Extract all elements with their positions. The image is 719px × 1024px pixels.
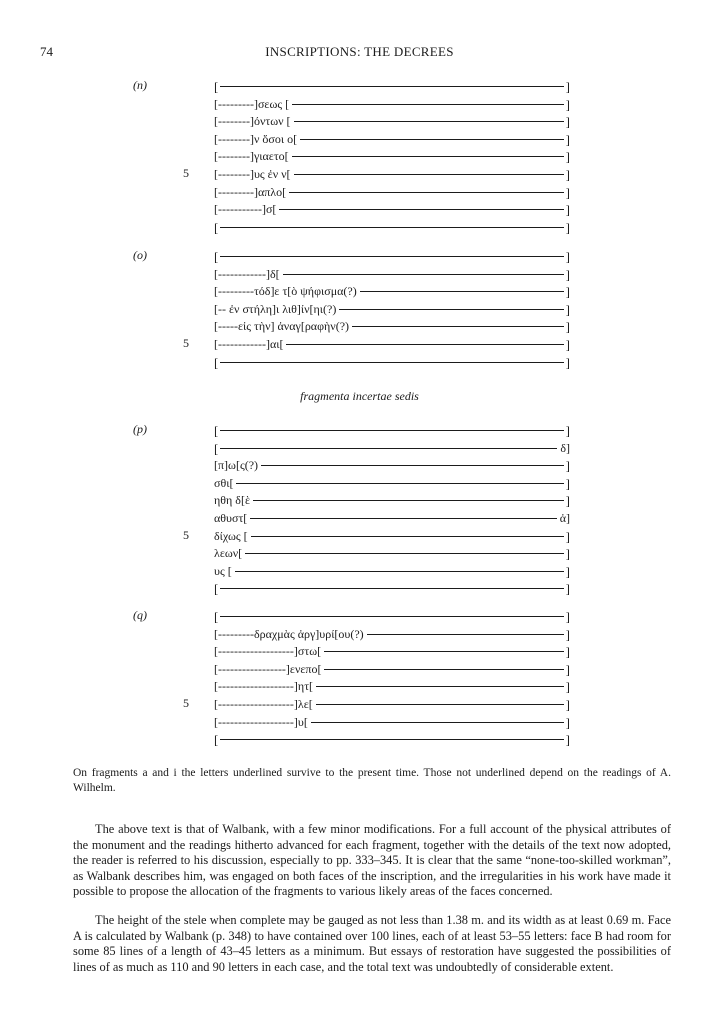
close-bracket: ] (565, 458, 570, 474)
close-bracket: ] (565, 319, 570, 335)
inscription-text: [-- ἐν στήλη]ι λιθ]ίν[ηι(?) (214, 301, 337, 316)
close-bracket: ] (565, 679, 570, 695)
inscription-text: [-------------------]υ[ (214, 714, 308, 729)
inscription-line (214, 643, 570, 660)
inscription-text: [-----------------]ενεπο[ (214, 661, 322, 676)
lacuna-line (311, 722, 564, 723)
close-bracket: ] (565, 131, 570, 147)
close-bracket: ] (565, 219, 570, 235)
inscription-line (214, 457, 570, 474)
lacuna-line (292, 156, 564, 157)
lacuna-line (220, 588, 564, 589)
inscription-text: λεων[ (214, 546, 243, 561)
close-bracket: ] (565, 266, 570, 282)
inscription-text: [--------]όντων [ (214, 114, 291, 129)
inscription-text: [-------------------]στω[ (214, 644, 322, 659)
line-number: 5 (183, 696, 189, 710)
inscription-line (214, 131, 570, 148)
inscription-line (214, 678, 570, 695)
inscription-line (214, 301, 570, 318)
close-bracket: ] (565, 354, 570, 370)
close-bracket: ] (565, 493, 570, 509)
fragment-label: (n) (133, 78, 147, 92)
inscription-text: ηθη δ[ὲ (214, 493, 250, 508)
inscription-text: [-----------]σ[ (214, 202, 277, 217)
inscription-line (214, 626, 570, 643)
close-bracket: ] (565, 202, 570, 218)
inscription-text: [-------------------]λε[ (214, 697, 313, 711)
lacuna-line (220, 448, 557, 449)
inscription-line (214, 580, 570, 597)
close-bracket: ] (565, 184, 570, 200)
lacuna-line (316, 686, 564, 687)
lacuna-line (220, 86, 564, 87)
inscription-line (214, 248, 570, 265)
lacuna-line (236, 483, 564, 484)
lacuna-line (283, 274, 564, 275)
inscription-line (214, 731, 570, 748)
inscription-line (214, 696, 570, 713)
lacuna-line (250, 518, 557, 519)
running-title: INSCRIPTIONS: THE DECREES (265, 44, 454, 59)
close-bracket: ] (565, 528, 570, 544)
inscription-text: δίχως [ (214, 528, 248, 543)
inscription-line (214, 422, 570, 439)
inscription-line (214, 201, 570, 218)
inscription-text: [---------]απλο[ (214, 184, 287, 199)
footnote: On fragments a and i the letters underlined survive to the present time. Those not underlined depend on the readings of A. Wilhelm. (73, 767, 671, 794)
inscription-tail-text: ἀ] (559, 511, 570, 525)
lacuna-line (220, 430, 564, 431)
inscription-text: σθι[ (214, 475, 234, 490)
body-paragraph-2: The height of the stele when complete may be gauged as not less than 1.38 m. and its width as at least 0.69 m. Face A is calculated by Walbank (p. 348) to have contained over 100 lines, each of at least 53–55 letters: face B had room for some 85 lines of a length of 43–45 letters as a minimum. But essays of restoration have suggested the possibilities of lines of as much as 110 and 90 letters in each case, and the total text was undoubtedly of considerable extent. (73, 913, 671, 974)
fragment-label: (o) (133, 248, 147, 262)
inscription-text: υς [ (214, 563, 232, 578)
inscription-line (214, 96, 570, 113)
close-bracket: ] (565, 644, 570, 660)
open-bracket: [ (214, 581, 219, 597)
inscription-line (214, 608, 570, 625)
inscription-text: [-----εἰς τὴν] ἀναγ[ραφὴν(?) (214, 319, 350, 334)
inscription-line (214, 148, 570, 165)
open-bracket: [ (214, 609, 219, 624)
close-bracket: ] (565, 697, 570, 712)
inscription-line (214, 166, 570, 183)
lacuna-line (220, 256, 564, 257)
close-bracket: ] (565, 423, 570, 438)
close-bracket: ] (565, 301, 570, 317)
line-number: 5 (183, 527, 189, 542)
open-bracket: [ (214, 219, 219, 235)
lacuna-line (294, 174, 564, 175)
close-bracket: ] (565, 149, 570, 165)
inscription-line (214, 563, 570, 580)
inscription-text: [---------]σεως [ (214, 96, 290, 111)
inscription-line (214, 336, 570, 353)
lacuna-line (352, 326, 564, 327)
section-caption: fragmenta incertae sedis (300, 389, 419, 403)
inscription-text: [---------δραχμὰς ἀργ]υρί[ου(?) (214, 626, 364, 641)
inscription-text: αθυστ[ (214, 511, 248, 525)
lacuna-line (245, 553, 564, 554)
inscription-line (214, 113, 570, 130)
lacuna-line (294, 121, 564, 122)
page-number: 74 (40, 44, 53, 59)
close-bracket: ] (565, 714, 570, 730)
lacuna-line (253, 500, 564, 501)
inscription-line (214, 492, 570, 509)
lacuna-line (289, 192, 564, 193)
lacuna-line (367, 634, 564, 635)
lacuna-line (220, 362, 564, 363)
close-bracket: ] (565, 563, 570, 579)
inscription-line (214, 354, 570, 371)
inscription-line (214, 184, 570, 201)
inscription-line (214, 714, 570, 731)
close-bracket: ] (565, 626, 570, 642)
lacuna-line (220, 739, 564, 740)
open-bracket: [ (214, 440, 219, 456)
line-number: 5 (183, 336, 189, 350)
lacuna-line (292, 104, 564, 105)
inscription-line (214, 78, 570, 95)
lacuna-line (286, 344, 564, 345)
inscription-line (214, 545, 570, 562)
inscription-line (214, 266, 570, 283)
inscription-text: [--------]ν ὅσοι ο[ (214, 131, 298, 146)
lacuna-line (279, 209, 564, 210)
lacuna-line (235, 571, 564, 572)
close-bracket: ] (565, 661, 570, 677)
close-bracket: ] (565, 581, 570, 597)
inscription-tail-text: δ] (560, 440, 570, 455)
fragment-label: (p) (133, 422, 147, 436)
close-bracket: ] (565, 475, 570, 491)
close-bracket: ] (565, 249, 570, 264)
body-paragraph-1: The above text is that of Walbank, with a few minor modifications. For a full account of the physical attributes of the monument and the readings hitherto advanced for each fragment, together with the details of the text now adopted, the reader is referred to his discussion, especially to pp. 333–345. It is clear that the same “none-too-skilled workman”, as Walbank describes him, was engaged on both faces of the inscription, and the irregularities in his work have made it possible to propose the allocation of the fragments to various likely areas of the faces concerned. (73, 822, 671, 899)
lacuna-line (220, 227, 564, 228)
close-bracket: ] (565, 337, 570, 352)
lacuna-line (261, 465, 564, 466)
open-bracket: [ (214, 354, 219, 370)
close-bracket: ] (565, 609, 570, 624)
lacuna-line (324, 669, 564, 670)
inscription-line (214, 661, 570, 678)
lacuna-line (300, 139, 564, 140)
inscription-text: [------------]δ[ (214, 266, 280, 281)
close-bracket: ] (565, 167, 570, 182)
inscription-text: [--------]υς ἐν ν[ (214, 167, 291, 181)
lacuna-line (220, 616, 564, 617)
inscription-text: [-------------------]ητ[ (214, 679, 314, 694)
open-bracket: [ (214, 423, 219, 438)
close-bracket: ] (565, 284, 570, 300)
open-bracket: [ (214, 249, 219, 264)
inscription-text: [π]ω[ς(?) (214, 458, 259, 473)
close-bracket: ] (565, 732, 570, 748)
open-bracket: [ (214, 79, 219, 94)
close-bracket: ] (565, 96, 570, 112)
close-bracket: ] (565, 79, 570, 94)
inscription-line (214, 283, 570, 300)
inscription-text: [--------]γιαετο[ (214, 149, 289, 164)
inscription-line (214, 475, 570, 492)
fragment-label: (q) (133, 608, 147, 622)
lacuna-line (251, 536, 564, 537)
close-bracket: ] (565, 114, 570, 130)
close-bracket: ] (565, 546, 570, 562)
inscription-line (214, 318, 570, 335)
lacuna-line (324, 651, 564, 652)
lacuna-line (339, 309, 564, 310)
inscription-line (214, 528, 570, 545)
inscription-text: [---------τόδ]ε τ[ὸ ψήφισμα(?) (214, 284, 357, 299)
inscription-line (214, 510, 570, 527)
open-bracket: [ (214, 732, 219, 748)
line-number: 5 (183, 166, 189, 180)
lacuna-line (316, 704, 564, 705)
inscription-line (214, 440, 570, 457)
inscription-text: [------------]αι[ (214, 337, 284, 351)
lacuna-line (360, 291, 564, 292)
inscription-line (214, 219, 570, 236)
